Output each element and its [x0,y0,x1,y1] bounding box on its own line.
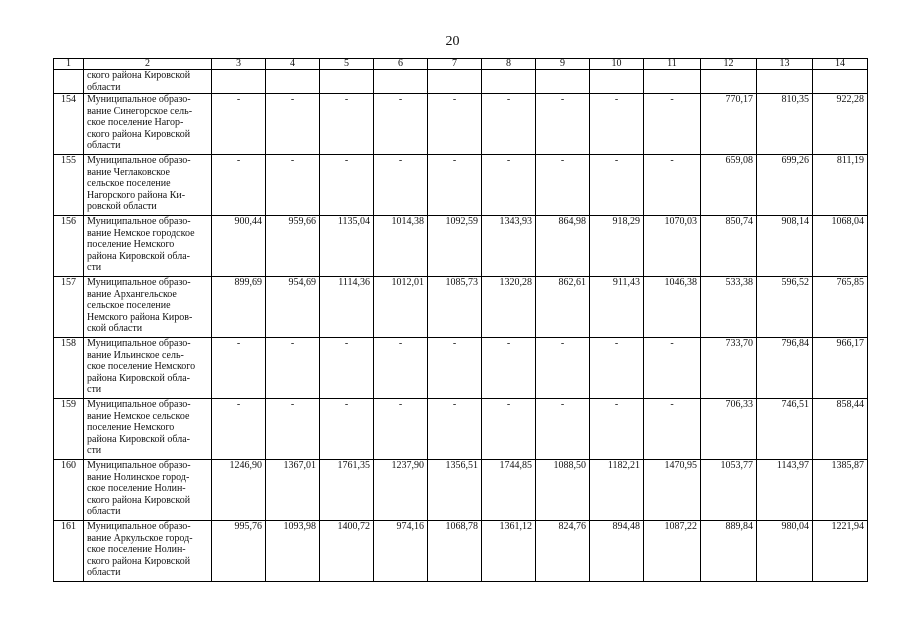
name-line: Муниципальное образо- [87,216,191,227]
value-cell: - [536,94,590,155]
value-cell: - [482,399,536,460]
column-header: 6 [374,59,428,70]
value-cell [590,70,644,94]
value-cell: - [374,94,428,155]
value-cell: 1014,38 [374,216,428,277]
name-line: вание Синегорское сель- [87,105,193,117]
row-number: 161 [54,521,84,582]
table-row [54,70,868,94]
value-cell: 894,48 [590,521,644,582]
value-cell: 858,44 [813,399,868,460]
value-cell: - [212,155,266,216]
municipality-name [84,70,212,94]
table-header [54,59,868,70]
table-row [54,460,868,521]
name-line: ское поселение Нолин- [87,544,186,555]
value-cell: 1053,77 [701,460,757,521]
municipality-name [84,216,212,277]
name-line: Муниципальное образо- [87,521,191,532]
name-line: вание Аркульское город- [87,532,193,544]
value-cell: 1182,21 [590,460,644,521]
name-line: вание Немское сельское [87,410,190,422]
name-line: района Кировской обла- [87,250,191,262]
column-header: 8 [482,59,536,70]
value-cell: - [320,155,374,216]
value-cell: - [320,338,374,399]
value-cell: - [266,155,320,216]
value-cell: 1237,90 [374,460,428,521]
column-header: 2 [84,59,212,70]
value-cell: 1070,03 [644,216,701,277]
value-cell: 1385,87 [813,460,868,521]
value-cell: - [320,94,374,155]
value-cell: - [590,338,644,399]
name-line: вание Немское городское [87,227,195,239]
table-row [54,399,868,460]
value-cell: 959,66 [266,216,320,277]
value-cell: - [482,155,536,216]
value-cell [428,70,482,94]
name-line: Муниципальное образо- [87,338,191,349]
municipality-name [84,155,212,216]
value-cell: 1744,85 [482,460,536,521]
name-line: вание Ильинское сель- [87,349,184,361]
column-header: 9 [536,59,590,70]
value-cell: 974,16 [374,521,428,582]
column-header: 4 [266,59,320,70]
name-line: сельское поселение [87,300,171,311]
value-cell: 908,14 [757,216,813,277]
name-line: ского района Кировской [87,128,191,140]
table-row [54,155,868,216]
name-line: района Кировской обла- [87,433,191,445]
value-cell: 1068,78 [428,521,482,582]
name-line: поселение Немского [87,239,175,250]
value-cell: 1356,51 [428,460,482,521]
name-line: сти [87,262,102,273]
name-line: Муниципальное образо- [87,94,191,105]
value-cell: 733,70 [701,338,757,399]
name-line: области [87,567,121,578]
value-cell: 533,38 [701,277,757,338]
value-cell: 900,44 [212,216,266,277]
row-number: 155 [54,155,84,216]
value-cell: - [644,94,701,155]
value-cell: 770,17 [701,94,757,155]
value-cell: 1221,94 [813,521,868,582]
value-cell: - [374,399,428,460]
value-cell: - [590,155,644,216]
value-cell: 1135,04 [320,216,374,277]
value-cell: 1068,04 [813,216,868,277]
column-header: 11 [644,59,701,70]
name-line: области [87,506,121,517]
value-cell: 1085,73 [428,277,482,338]
value-cell: 1400,72 [320,521,374,582]
value-cell: 954,69 [266,277,320,338]
column-header: 13 [757,59,813,70]
column-header: 1 [54,59,84,70]
table-body [54,70,868,582]
value-cell [701,70,757,94]
row-number: 159 [54,399,84,460]
name-line: сти [87,384,102,395]
column-header: 3 [212,59,266,70]
row-number: 160 [54,460,84,521]
table-row [54,94,868,155]
value-cell: - [428,338,482,399]
value-cell: - [212,94,266,155]
name-line: сти [87,445,102,456]
value-cell: - [428,399,482,460]
column-header: 10 [590,59,644,70]
value-cell: 966,17 [813,338,868,399]
value-cell: - [644,399,701,460]
name-line: Муниципальное образо- [87,277,191,288]
municipality-name [84,399,212,460]
value-cell: 1361,12 [482,521,536,582]
name-line: Немского района Киров- [87,311,193,323]
value-cell: - [212,399,266,460]
row-number: 158 [54,338,84,399]
page-number: 20 [445,34,460,49]
value-cell: 1470,95 [644,460,701,521]
value-cell: 1320,28 [482,277,536,338]
value-cell: - [266,338,320,399]
value-cell: 1093,98 [266,521,320,582]
value-cell: 796,84 [757,338,813,399]
name-line: области [87,81,121,93]
municipality-name [84,277,212,338]
value-cell: 864,98 [536,216,590,277]
name-line: сельское поселение [87,178,171,189]
value-cell: 1114,36 [320,277,374,338]
value-cell: 824,76 [536,521,590,582]
value-cell: - [644,155,701,216]
name-line: ского района Кировской [87,494,191,506]
value-cell: - [212,338,266,399]
value-cell [644,70,701,94]
name-line: ское поселение Нолин- [87,483,186,494]
value-cell: - [536,155,590,216]
value-cell: 899,69 [212,277,266,338]
value-cell: 810,35 [757,94,813,155]
value-cell [374,70,428,94]
value-cell: 862,61 [536,277,590,338]
value-cell: 1367,01 [266,460,320,521]
value-cell: - [644,338,701,399]
value-cell: 980,04 [757,521,813,582]
name-line: ского района Кировской [87,70,191,81]
name-line: ское поселение Нагор- [87,117,184,128]
value-cell: 1087,22 [644,521,701,582]
value-cell: 746,51 [757,399,813,460]
value-cell: - [428,155,482,216]
data-table [53,58,868,582]
value-cell: - [374,155,428,216]
column-header: 5 [320,59,374,70]
value-cell: 596,52 [757,277,813,338]
municipality-name [84,460,212,521]
value-cell: 918,29 [590,216,644,277]
table-row [54,521,868,582]
name-line: вание Нолинское город- [87,471,190,483]
value-cell: 850,74 [701,216,757,277]
header-row [54,59,868,70]
value-cell: 765,85 [813,277,868,338]
name-line: Нагорского района Ки- [87,189,186,201]
value-cell [266,70,320,94]
value-cell: 1092,59 [428,216,482,277]
row-number: 157 [54,277,84,338]
name-line: Муниципальное образо- [87,399,191,410]
name-line: поселение Немского [87,422,175,433]
value-cell: 706,33 [701,399,757,460]
value-cell: - [536,399,590,460]
value-cell: - [536,338,590,399]
value-cell: - [590,399,644,460]
value-cell: 1343,93 [482,216,536,277]
municipality-name [84,94,212,155]
name-line: вание Чеглаковское [87,166,170,178]
name-line: Муниципальное образо- [87,155,191,166]
name-line: района Кировской обла- [87,372,191,384]
column-header: 12 [701,59,757,70]
name-line: ской области [87,323,143,334]
municipality-name [84,521,212,582]
row-number [54,70,84,94]
value-cell [482,70,536,94]
value-cell [813,70,868,94]
value-cell: 1246,90 [212,460,266,521]
value-cell [320,70,374,94]
name-line: вание Архангельское [87,288,177,300]
value-cell: 811,19 [813,155,868,216]
value-cell: - [266,399,320,460]
value-cell: 922,28 [813,94,868,155]
value-cell: - [590,94,644,155]
table-row [54,338,868,399]
municipality-name [84,338,212,399]
value-cell: 1088,50 [536,460,590,521]
name-line: Муниципальное образо- [87,460,191,471]
value-cell: 659,08 [701,155,757,216]
value-cell: 699,26 [757,155,813,216]
value-cell: 911,43 [590,277,644,338]
value-cell: - [320,399,374,460]
row-number: 156 [54,216,84,277]
value-cell: 1143,97 [757,460,813,521]
value-cell: - [428,94,482,155]
name-line: области [87,140,121,151]
value-cell [212,70,266,94]
name-line: ское поселение Немского [87,361,196,372]
column-header: 7 [428,59,482,70]
value-cell: - [374,338,428,399]
value-cell: 1046,38 [644,277,701,338]
name-line: ского района Кировской [87,555,191,567]
table-row [54,277,868,338]
value-cell: - [482,94,536,155]
value-cell: - [482,338,536,399]
value-cell: - [266,94,320,155]
name-line: ровской области [87,201,157,212]
value-cell [536,70,590,94]
value-cell: 1761,35 [320,460,374,521]
value-cell [757,70,813,94]
row-number: 154 [54,94,84,155]
value-cell: 995,76 [212,521,266,582]
value-cell: 1012,01 [374,277,428,338]
value-cell: 889,84 [701,521,757,582]
column-header: 14 [813,59,868,70]
table-row [54,216,868,277]
